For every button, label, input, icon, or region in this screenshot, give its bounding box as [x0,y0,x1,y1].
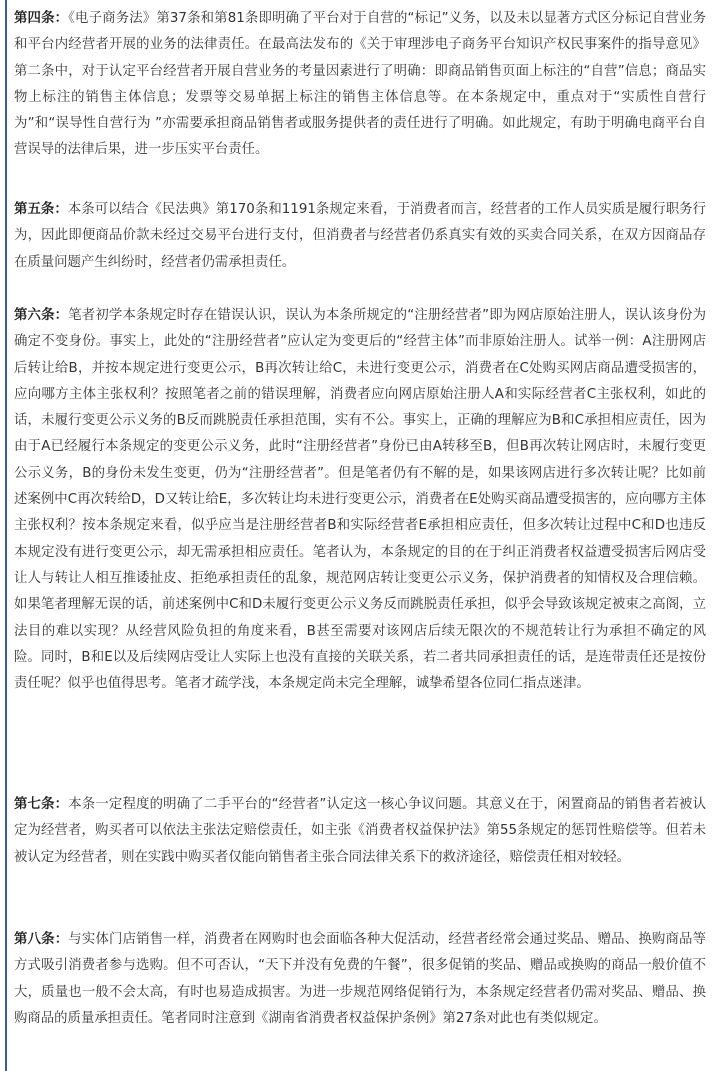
left-accent-rule [5,0,7,1071]
article-paragraph-6 [14,303,706,697]
article-paragraph-4 [14,6,706,164]
article-body-4: 《电子商务法》第37条和第81条即明确了平台对于自营的“标记”义务，以及未以显著方式区分标记自营业务和平台内经营者开展的业务的法律责任。在最高法发布的《关于审理涉电子商务平台知识产权民事案件的指导意见》第二条中，对于认定平台经营者开展自营业务的考量因素进行了明确：即商品销售页面上标注的“自营”信息；商品实物上标注的销售主体信息；发票等交易单据上标注的销售主体信息等。在本条规定中，重点对于“实质性自营行为”和“误导性自营行为 ”亦需要承担商品销售者或服务提供者的责任进行了明确。如此规定，有助于明确电商平台自营误导的法律后果，进一步压实平台责任。 [14,11,707,158]
article-paragraph-5 [14,197,706,276]
article-body-6: 笔者初学本条规定时存在错误认识，误认为本条所规定的“注册经营者”即为网店原始注册人，误认该身份为确定不变身份。事实上，此处的“注册经营者”应认定为变更后的“经营主体”而非原始注册人。试举一例：A注册网店后转让给B，并按本规定进行变更公示，B再次转让给C，未进行变更公示，消费者在C处购买网店商品遭受损害的，应向哪方主体主张权利？按照笔者之前的错误理解，消费者应向网店原始注册人A和实际经营者C主张权利，如此的话，未履行变更公示义务的B反而跳脱责任承担范围，实有不公。事实上，正确的理解应为B和C承担相应责任，因为由于A已经履行本条规定的变更公示义务，此时“注册经营者”身份已由A转移至B，但B再次转让网店时，未履行变更公示义务，B的身份未发生变更，仍为“注册经营者”。但是笔者仍有不解的是，如果该网店进行多次转让呢？比如前述案例中C再次转给D，D又转让给E，多次转让均未进行变更公示，消费者在E处购买商品遭受损害的，应向哪方主体主张权利？按本条规定来看，似乎应当是注册经营者B和实际经营者E承担相应责任，但多次转让过程中C和D也违反本规定没有进行变更公示，却无需承担相应责任。笔者认为，本条规定的目的在于纠正消费者权益遭受损害后网店受让人与转让人相互推诿扯皮、拒绝承担责任的乱象，规范网店转让变更公示义务，保护消费者的知情权及合理信赖。如果笔者理解无误的话，前述案例中C和D未履行变更公示义务反而跳脱责任承担，似乎会导致该规定被束之高阁，立法目的难以实现？从经营风险负担的角度来看，B甚至需要对该网店后续无限次的不规范转让行为承担不确定的风险。同时，B和E以及后续网店受让人实际上也没有直接的关联关系，若二者共同承担责任的话，是连带责任还是按份责任呢？似乎也值得思考。笔者才疏学浅，本条规定尚未完全理解，诚挚希望各位同仁指点迷津。 [14,308,707,692]
article-heading-7: 第七条： [14,797,69,812]
article-body-7: 本条一定程度的明确了二手平台的“经营者”认定这一核心争议问题。其意义在于，闲置商品的销售者若被认定为经营者，购买者可以依法主张法定赔偿责任，如主张《消费者权益保护法》第55条规定的惩罚性赔偿等。但若未被认定为经营者，则在实践中购买者仅能向销售者主张合同法律关系下的救济途径，赔偿责任相对较轻。 [14,797,707,865]
article-paragraph-7 [14,792,706,871]
article-body-8: 与实体门店销售一样，消费者在网购时也会面临各种大促活动，经营者经常会通过奖品、赠品、换购商品等方式吸引消费者参与选购。但不可否认，“天下并没有免费的午餐”，很多促销的奖品、赠品或换购的商品一般价值不大，质量也一般不会太高，有时也易造成损害。为进一步规范网络促销行为，本条规定经营者仍需对奖品、赠品、换购商品的质量承担责任。笔者同时注意到《湖南省消费者权益保护条例》第27条对此也有类似规定。 [14,932,707,1026]
article-heading-4: 第四条： [14,11,69,26]
article-heading-5: 第五条： [14,202,68,217]
article-paragraph-8 [14,927,706,1032]
article-heading-6: 第六条： [14,308,69,323]
article-heading-8: 第八条： [14,932,69,947]
article-body-5: 本条可以结合《民法典》第170条和1191条规定来看，于消费者而言，经营者的工作人员实质是履行职务行为，因此即便商品价款未经过交易平台进行支付，但消费者与经营者仍系真实有效的买卖合同关系，在双方因商品存在质量问题产生纠纷时，经营者仍需承担责任。 [14,202,706,270]
